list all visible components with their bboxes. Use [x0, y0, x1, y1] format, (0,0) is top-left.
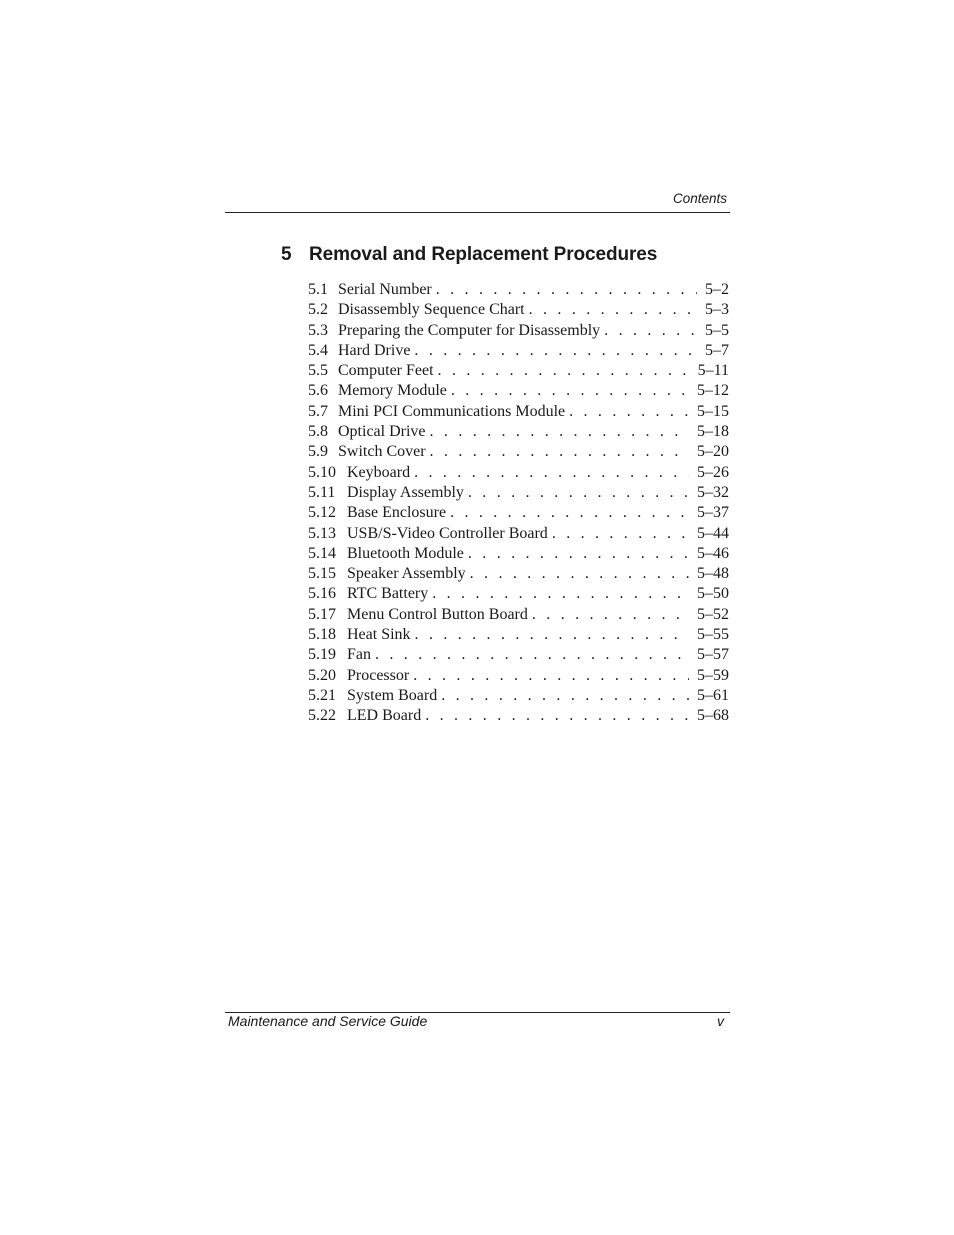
toc-page-number: 5–5 [705, 321, 729, 339]
toc-section-number: 5.4 [308, 341, 328, 359]
toc-entry-title: Speaker Assembly [347, 565, 466, 583]
toc-list [308, 280, 729, 727]
toc-page-number: 5–2 [705, 281, 729, 298]
footer-page-number: v [717, 1013, 724, 1029]
toc-entry-title: Fan [347, 646, 371, 664]
toc-dot-leader [532, 605, 689, 625]
toc-dot-leader [413, 666, 689, 686]
toc-section-number: 5.13 [308, 524, 336, 542]
toc-section-number: 5.2 [308, 301, 328, 319]
toc-entry[interactable] [308, 503, 729, 523]
toc-dot-leader [432, 584, 689, 604]
toc-page-number: 5–61 [697, 686, 729, 704]
toc-entry-title: System Board [347, 686, 438, 704]
toc-entry[interactable] [308, 361, 729, 381]
toc-entry[interactable] [308, 300, 729, 320]
toc-entry-title: Display Assembly [347, 483, 464, 501]
toc-entry[interactable] [308, 321, 729, 341]
toc-page-number: 5–18 [697, 423, 729, 441]
toc-page-number: 5–12 [697, 382, 729, 400]
toc-page-number: 5–20 [697, 443, 729, 461]
toc-page-number: 5–7 [705, 341, 729, 359]
toc-entry[interactable] [308, 605, 729, 625]
toc-dot-leader [451, 381, 689, 401]
toc-entry[interactable] [308, 483, 729, 503]
toc-entry-title: Menu Control Button Board [347, 605, 528, 623]
toc-page-number: 5–15 [697, 402, 729, 420]
toc-page-number: 5–68 [697, 707, 729, 725]
toc-page-number: 5–26 [697, 463, 729, 481]
toc-section-number: 5.11 [308, 483, 336, 501]
toc-entry[interactable] [308, 341, 729, 361]
toc-section-number: 5.22 [308, 707, 336, 725]
toc-entry-title: Base Enclosure [347, 504, 447, 522]
toc-entry[interactable] [308, 381, 729, 401]
toc-page-number: 5–59 [697, 666, 729, 684]
toc-dot-leader [414, 341, 697, 361]
toc-section-number: 5.17 [308, 605, 336, 623]
toc-dot-leader [468, 483, 689, 503]
toc-dot-leader [436, 280, 697, 300]
toc-entry-title: Switch Cover [338, 443, 426, 461]
toc-section-number: 5.9 [308, 443, 328, 461]
toc-page-number: 5–57 [697, 646, 729, 664]
toc-entry-title: LED Board [347, 707, 422, 725]
toc-section-number: 5.18 [308, 626, 336, 644]
toc-page-number: 5–48 [697, 565, 729, 583]
toc-entry[interactable] [308, 422, 729, 442]
toc-entry-title: USB/S-Video Controller Board [347, 524, 548, 542]
toc-dot-leader [450, 503, 689, 523]
toc-section-number: 5.5 [308, 362, 328, 380]
toc-entry-title: Hard Drive [338, 341, 411, 359]
toc-entry[interactable] [308, 666, 729, 686]
toc-page-number: 5–44 [697, 524, 729, 542]
toc-page-number: 5–37 [697, 504, 729, 522]
toc-entry[interactable] [308, 706, 729, 726]
toc-dot-leader [604, 321, 697, 341]
toc-page-number: 5–50 [697, 585, 729, 603]
toc-page-number: 5–55 [697, 626, 729, 644]
toc-section-number: 5.16 [308, 585, 336, 603]
toc-entry[interactable] [308, 564, 729, 584]
toc-entry[interactable] [308, 625, 729, 645]
toc-page-number: 5–3 [705, 301, 729, 319]
toc-entry-title: Heat Sink [347, 626, 411, 644]
toc-entry-title: Processor [347, 666, 410, 684]
toc-dot-leader [470, 564, 689, 584]
toc-entry-title: Optical Drive [338, 423, 426, 441]
running-head: Contents [672, 191, 727, 206]
toc-entry[interactable] [308, 463, 729, 483]
toc-dot-leader [468, 544, 689, 564]
header-rule [225, 212, 730, 213]
toc-section-number: 5.7 [308, 402, 328, 420]
toc-entry[interactable] [308, 524, 729, 544]
chapter-heading [281, 244, 657, 266]
toc-entry-title: Mini PCI Communications Module [338, 402, 566, 420]
toc-entry[interactable] [308, 442, 729, 462]
toc-dot-leader [425, 706, 689, 726]
toc-page-number: 5–11 [697, 362, 729, 380]
toc-section-number: 5.15 [308, 565, 336, 583]
toc-dot-leader [430, 442, 689, 462]
toc-dot-leader [441, 686, 689, 706]
toc-section-number: 5.12 [308, 504, 336, 522]
toc-section-number: 5.14 [308, 544, 336, 562]
toc-dot-leader [415, 625, 689, 645]
toc-section-number: 5.19 [308, 646, 336, 664]
toc-dot-leader [414, 463, 689, 483]
toc-section-number: 5.10 [308, 463, 336, 481]
toc-entry[interactable] [308, 402, 729, 422]
chapter-number: 5 [281, 244, 292, 265]
toc-dot-leader [438, 361, 690, 381]
toc-entry[interactable] [308, 584, 729, 604]
toc-entry-title: Keyboard [347, 463, 411, 481]
toc-section-number: 5.1 [308, 281, 328, 298]
toc-dot-leader [569, 402, 689, 422]
toc-entry-title: Disassembly Sequence Chart [338, 301, 525, 319]
toc-section-number: 5.6 [308, 382, 328, 400]
toc-section-number: 5.8 [308, 423, 328, 441]
toc-page-number: 5–46 [697, 544, 729, 562]
toc-entry-title: Computer Feet [338, 362, 434, 380]
toc-dot-leader [375, 645, 689, 665]
toc-section-number: 5.3 [308, 321, 328, 339]
toc-entry-title: Serial Number [338, 281, 432, 298]
toc-entry[interactable] [308, 686, 729, 706]
footer-guide-title: Maintenance and Service Guide [228, 1013, 428, 1029]
toc-dot-leader [552, 524, 689, 544]
toc-entry[interactable] [308, 544, 729, 564]
toc-dot-leader [529, 300, 697, 320]
toc-entry[interactable] [308, 645, 729, 665]
toc-section-number: 5.20 [308, 666, 336, 684]
toc-entry-title: Preparing the Computer for Disassembly [338, 321, 601, 339]
toc-entry[interactable] [308, 280, 729, 300]
toc-entry-title: Bluetooth Module [347, 544, 464, 562]
toc-page-number: 5–52 [697, 605, 729, 623]
toc-page-number: 5–32 [697, 483, 729, 501]
toc-entry-title: RTC Battery [347, 585, 429, 603]
chapter-title: Removal and Replacement Procedures [309, 244, 658, 265]
toc-entry-title: Memory Module [338, 382, 447, 400]
toc-dot-leader [430, 422, 689, 442]
toc-section-number: 5.21 [308, 686, 336, 704]
